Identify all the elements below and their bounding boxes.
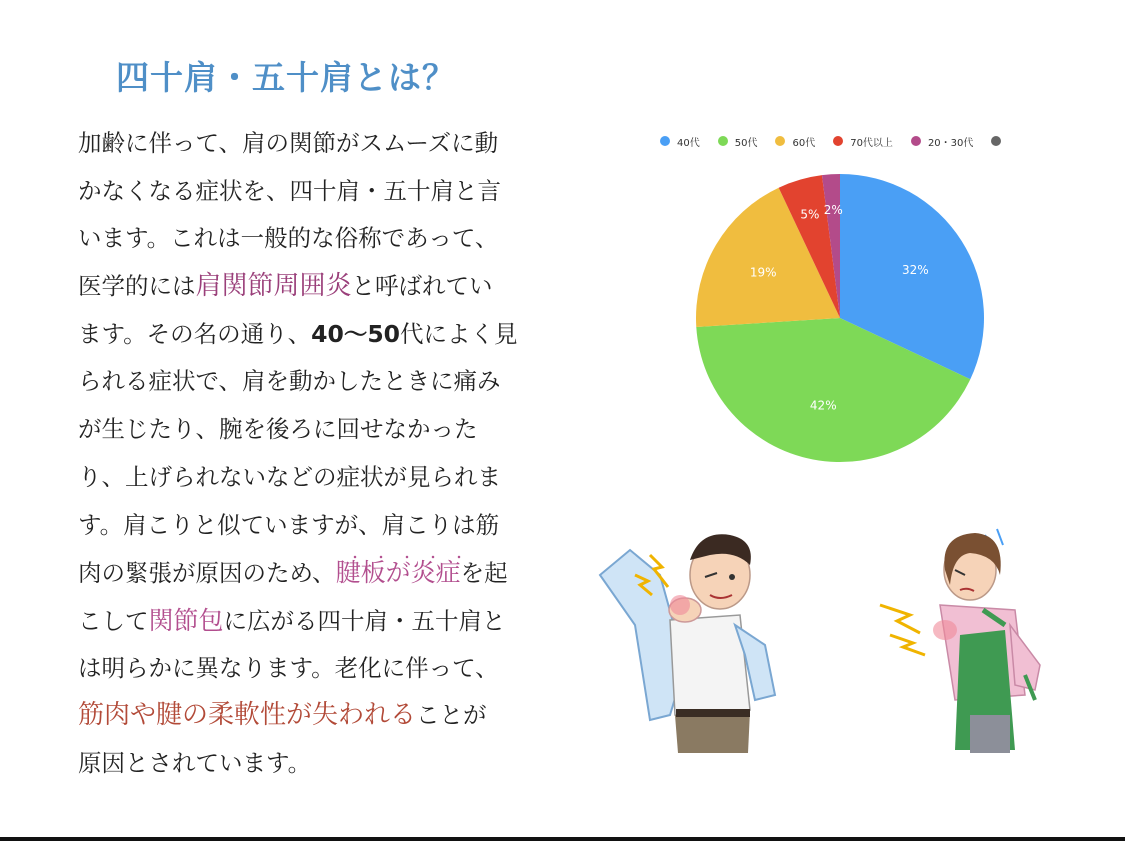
text-segment: 肉の緊張が原因のため、 bbox=[78, 559, 336, 588]
pie-slice-label: 5% bbox=[800, 207, 820, 222]
age-distribution-pie-chart bbox=[690, 168, 990, 468]
pie-slice-label: 42% bbox=[809, 398, 837, 413]
legend-dot-icon bbox=[660, 136, 670, 146]
pie-slice-label: 2% bbox=[823, 203, 843, 218]
legend-label: 70代以上 bbox=[850, 137, 893, 149]
body-line bbox=[78, 549, 578, 597]
legend-label: 40代 bbox=[677, 137, 700, 149]
text-segment: こして bbox=[78, 606, 149, 635]
body-line: かなくなる症状を、四十肩・五十肩と言 bbox=[78, 176, 501, 205]
text-segment: 医学的には bbox=[78, 272, 196, 301]
keyword-joint-capsule: 関節包 bbox=[148, 605, 224, 635]
text-segment: に広がる四十肩・五十肩と bbox=[223, 606, 506, 635]
legend-item bbox=[775, 134, 815, 149]
text-segment: ことが bbox=[416, 701, 487, 730]
body-line: 加齢に伴って、肩の関節がスムーズに動 bbox=[78, 129, 499, 157]
pie-slice-label: 19% bbox=[749, 265, 777, 280]
age-range-emphasis: 40〜50 bbox=[311, 319, 401, 348]
text-segment: と呼ばれてい bbox=[351, 272, 493, 301]
text-segment: を起 bbox=[460, 559, 508, 588]
keyword-periarthritis: 肩関節周囲炎 bbox=[195, 271, 352, 302]
legend-label: 50代 bbox=[734, 137, 758, 149]
legend-item bbox=[911, 134, 973, 149]
legend-label: 20・30代 bbox=[927, 137, 974, 149]
pie-slice-label: 32% bbox=[902, 263, 929, 278]
body-line: り、上げられないなどの症状が見られま bbox=[78, 462, 501, 491]
legend-item bbox=[833, 134, 893, 149]
man-shoulder-pain-illustration bbox=[590, 515, 790, 755]
legend-item bbox=[660, 134, 700, 149]
body-text bbox=[78, 120, 578, 788]
body-line bbox=[78, 263, 578, 311]
legend-dot-icon bbox=[833, 136, 843, 146]
legend-item bbox=[718, 134, 758, 149]
body-line bbox=[78, 311, 578, 359]
bottom-divider bbox=[0, 837, 1125, 841]
legend-item bbox=[991, 136, 1008, 146]
body-line: す。肩こりと似ていますが、肩こりは筋 bbox=[78, 510, 500, 539]
chart-legend bbox=[660, 131, 1026, 151]
legend-dot-icon bbox=[718, 136, 728, 146]
keyword-rotator-cuff-inflammation: 腱板が炎症 bbox=[336, 554, 461, 587]
text-segment: ます。その名の通り、 bbox=[78, 319, 312, 348]
page-title: 四十肩・五十肩とは？ bbox=[116, 58, 456, 97]
body-line bbox=[78, 692, 578, 740]
legend-label: 60代 bbox=[792, 137, 816, 149]
legend-dot-icon bbox=[775, 136, 785, 146]
body-line: います。これは一般的な俗称であって、 bbox=[78, 224, 499, 253]
legend-dot-icon bbox=[911, 136, 921, 146]
body-line: られる症状で、肩を動かしたときに痛み bbox=[78, 367, 501, 396]
body-line bbox=[78, 597, 578, 645]
keyword-flexibility-loss: 筋肉や腱の柔軟性が失われる bbox=[78, 700, 417, 731]
body-line: は明らかに異なります。老化に伴って、 bbox=[78, 653, 499, 682]
text-segment: 代によく見 bbox=[400, 319, 518, 348]
body-line: 原因とされています。 bbox=[78, 748, 312, 777]
woman-back-pain-illustration bbox=[875, 515, 1065, 755]
legend-dot-icon bbox=[991, 136, 1001, 146]
body-line: が生じたり、腕を後ろに回せなかった bbox=[78, 415, 478, 444]
